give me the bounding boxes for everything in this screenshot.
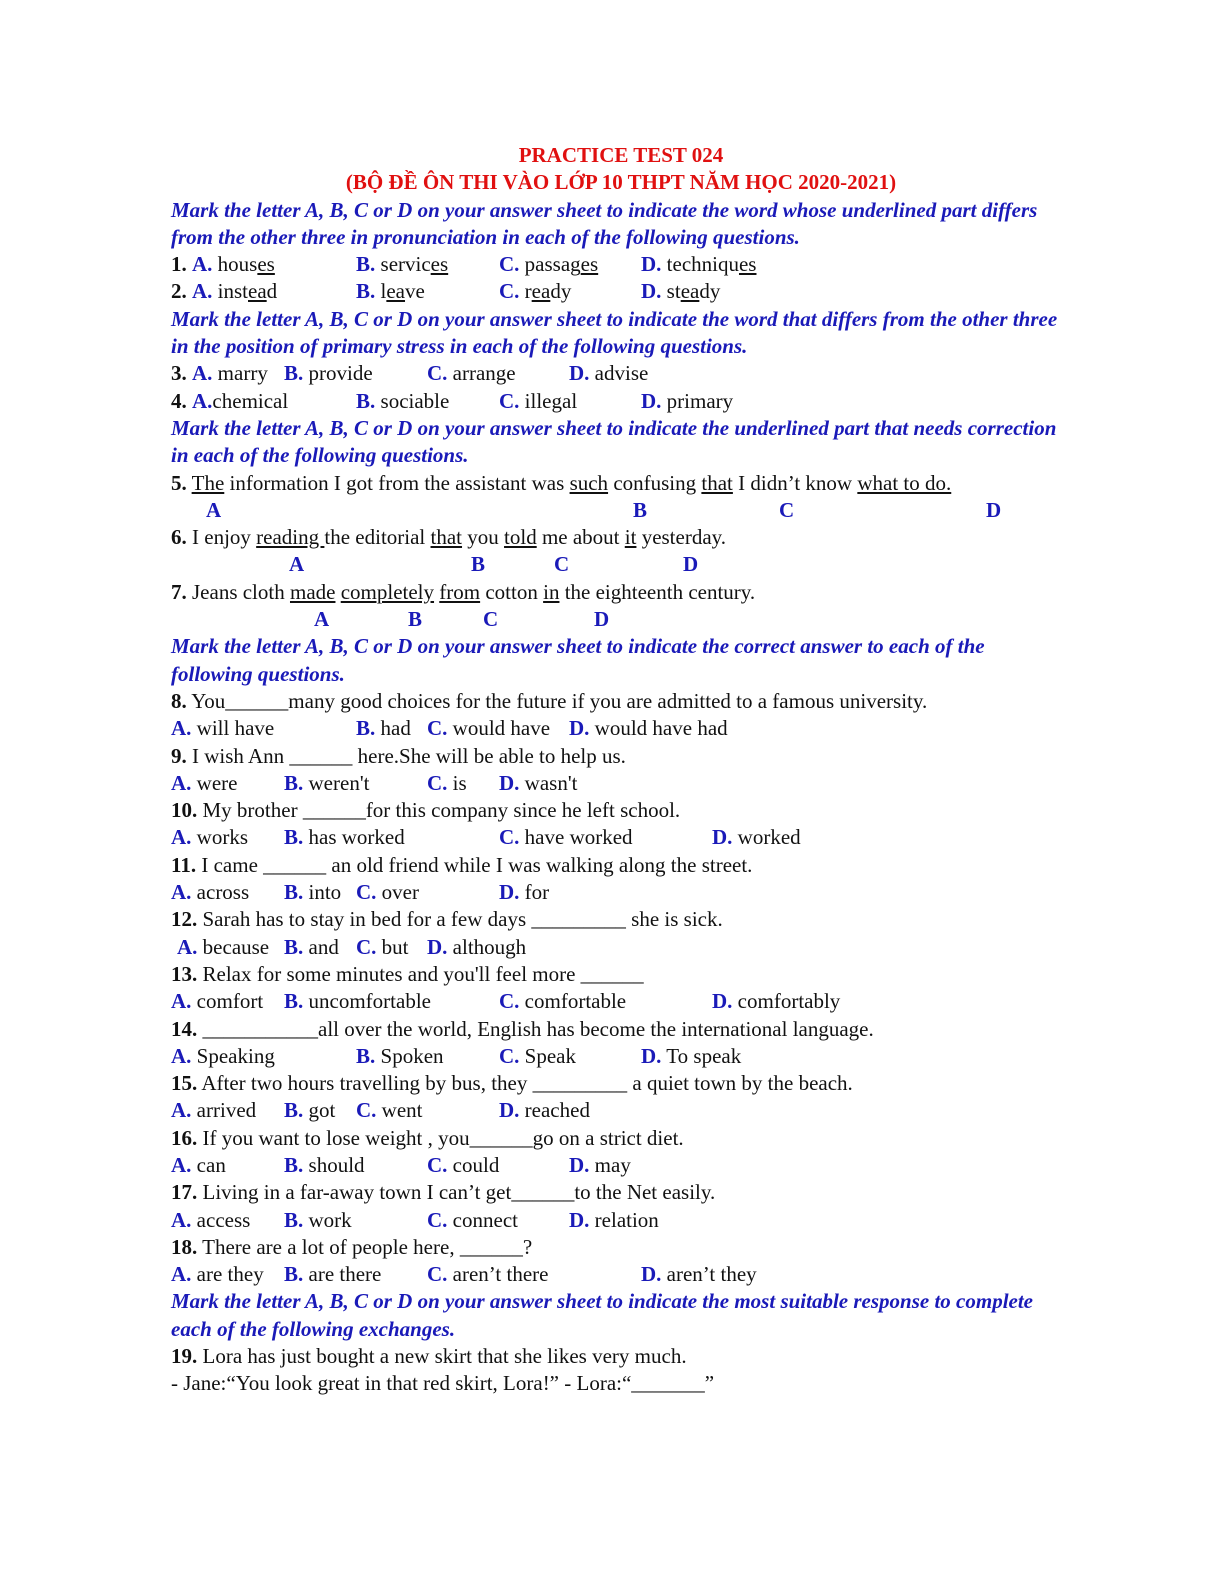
question-11: 11. I came ______ an old friend while I was walking along the street. [171, 852, 753, 877]
instruction-stress: Mark the letter A, B, C or D on your answer sheet to indicate the word that differs from the other three in the position of primary stress in each of the following questions. [171, 306, 1058, 359]
question-14-options: A. Speaking B. Spoken C. Speak D. To speak [171, 1043, 742, 1068]
instruction-correction: Mark the letter A, B, C or D on your answer sheet to indicate the underlined part that needs correction in each of the following questions. [171, 415, 1057, 468]
question-15: 15. After two hours travelling by bus, they _________ a quiet town by the beach. [171, 1071, 853, 1096]
question-16-options: A. can B. should C. could D. may [171, 1152, 631, 1177]
question-17-options: A. access B. work C. connect D. relation [171, 1207, 659, 1232]
question-9-options: A. were B. weren't C. is D. wasn't [171, 770, 578, 795]
question-19: 19. Lora has just bought a new skirt that she likes very much. [171, 1344, 687, 1369]
question-12: 12. Sarah has to stay in bed for a few days _________ she is sick. [171, 907, 723, 932]
question-17: 17. Living in a far-away town I can’t get______to the Net easily. [171, 1180, 716, 1205]
instruction-response: Mark the letter A, B, C or D on your answer sheet to indicate the most suitable response to complete each of the following exchanges. [171, 1289, 1034, 1341]
question-13-options: A. comfort B. uncomfortable C. comfortable D. comfortably [171, 989, 841, 1014]
question-10-options: A. works B. has worked C. have worked D. worked [171, 825, 801, 850]
instruction-correct-answer: Mark the letter A, B, C or D on your answer sheet to indicate the correct answer to each of the following questions. [171, 634, 985, 686]
question-8: 8. You______many good choices for the future if you are admitted to a famous university. [171, 688, 928, 713]
question-5-labels: A B C D [206, 497, 1002, 522]
test-title: PRACTICE TEST 024 [518, 143, 724, 167]
question-16: 16. If you want to lose weight , you______go on a strict diet. [171, 1125, 684, 1150]
question-19-dialogue: - Jane:“You look great in that red skirt, Lora!” - Lora:“_______” [171, 1371, 715, 1396]
question-11-options: A. across B. into C. over D. for [171, 880, 550, 905]
question-2: 2. A. instead B. leave C. ready D. steady [171, 279, 721, 304]
instruction-pronunciation: Mark the letter A, B, C or D on your answer sheet to indicate the word whose underlined part differs from the other three in pronunciation in each of the following questions. [171, 197, 1038, 249]
question-12-options: A. because B. and C. but D. although [177, 934, 527, 959]
question-18-options: A. are they B. are there C. aren’t there D. aren’t they [171, 1262, 757, 1287]
question-18: 18. There are a lot of people here, ______? [171, 1234, 533, 1259]
question-6: 6. I enjoy reading the editorial that you told me about it yesterday. [171, 525, 727, 550]
question-3: 3. A. marry B. provide C. arrange D. advise [171, 361, 649, 386]
question-7-labels: A B C D [314, 607, 610, 632]
question-1: 1. A. houses B. services C. passages D. techniques [171, 252, 757, 277]
question-9: 9. I wish Ann ______ here.She will be able to help us. [171, 743, 626, 768]
question-7: 7. Jeans cloth made completely from cotton in the eighteenth century. [171, 579, 756, 604]
question-4: 4. A.chemical B. sociable C. illegal D. primary [171, 388, 734, 413]
test-subtitle: (BỘ ĐỀ ÔN THI VÀO LỚP 10 THPT NĂM HỌC 2020-2021) [345, 170, 897, 195]
test-page [171, 142, 1071, 1398]
question-8-options: A. will have B. had C. would have D. would have had [171, 716, 728, 741]
question-10: 10. My brother ______for this company since he left school. [171, 798, 681, 823]
question-5: 5. The information I got from the assistant was such confusing that I didn’t know what to do. [171, 470, 952, 495]
question-6-labels: A B C D [289, 552, 699, 577]
question-14: 14. ___________all over the world, English has become the international language. [171, 1016, 874, 1041]
question-15-options: A. arrived B. got C. went D. reached [171, 1098, 590, 1123]
question-13: 13. Relax for some minutes and you'll feel more ______ [171, 961, 644, 986]
